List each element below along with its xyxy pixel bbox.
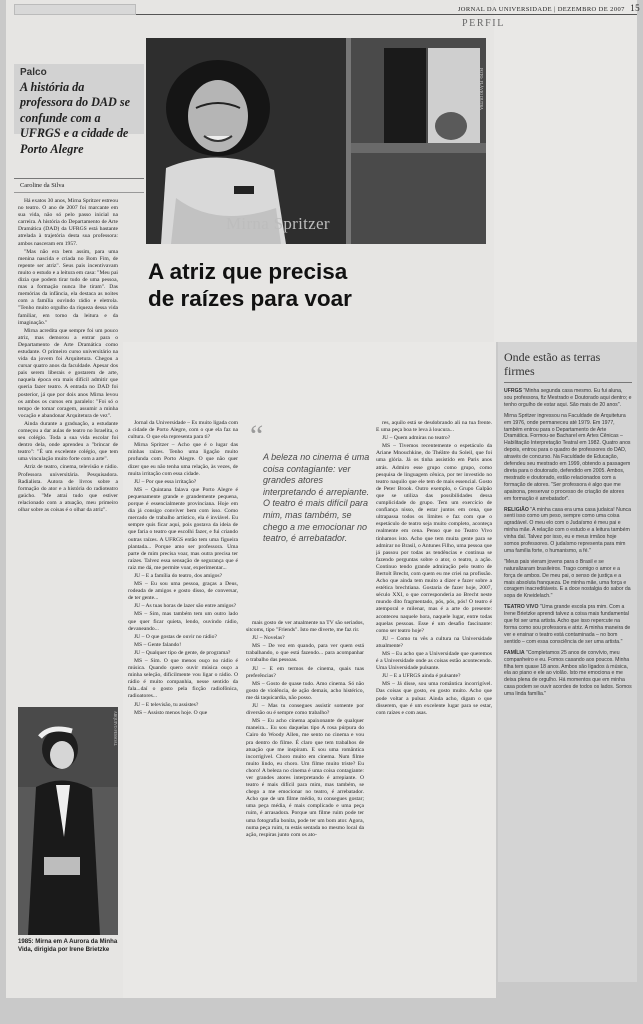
interview-paragraph: MS – Sim, mas também tem um outro lado que quer ficar quieta, lendo, ouvindo rádio, devaneando... (128, 611, 238, 632)
interview-paragraph: JU – O que gostas de ouvir no rádio? (134, 633, 217, 640)
portrait-photo (146, 38, 486, 244)
sidebar-text: "Uma grande escola pra mim. Com a Irene Brietzke aprendi talvez a coisa mais fundamental que foi ser uma artista. Acho que isso repercute na forma como sou professora e atriz. A minha maneira de ver e ensinar o teatro está contaminada – no bom sentido – com essa consciência de ser uma artista." (504, 604, 631, 645)
deck: A história da professora do DAD se confunde com a UFRGS e a cidade de Porto Alegre (20, 80, 131, 156)
interview-paragraph: res, aquilo está se desdobrando ali na tua frente. E uma peça boa te leva à loucura... (376, 420, 492, 434)
interview-column-1 (128, 420, 238, 988)
header-left-block (14, 4, 136, 15)
byline-rule-bottom (14, 192, 144, 193)
interview-paragraph: MS – Eu acho cinema apaixonante de qualquer maneira... Eu sou daquelas tipo A rosa púrpura do Cairo do Woody Allen, me sento no cinema e vou pra dentro do filme. É claro que tem trabalhos de atuação que me inspiram. E sou uma romântica incorrigível. Choro muito em cinema. Num filme muito lindo, eu choro. Um filme muito triste? Eu choro! A beleza no cinema é uma coisa contagiante: ver grandes atores interpretando é arrepiante. O teatro é mais difícil para mim, mas também, se chego a me emocionar no teatro, é arrebatador. Acho que de um filme médio, tu consegues gostar; uma peça média, é mais complicado e uma peça ruim, é arrasadora. Porque um filme ruim pode ter uma fotografia bonita, pode ter um bom ator. Agora, numa peça ruim, tu estás sentada no mesmo local da ação, respiras junto com os ato- (246, 718, 364, 838)
interview-paragraph: JU – E televisão, tu assistes? (134, 701, 199, 708)
intro-text (18, 198, 118, 693)
sidebar-body (504, 388, 632, 976)
stage-photo-credit: ARQUIVO PESSOAL (113, 711, 117, 746)
upper-right-sheet (494, 0, 637, 342)
intro-paragraph: "Mas não era bem assim, para uma menina nascida e criada no Bom Fim, de repente ser atriz". Seus pais incentivavam muito o estudo e a leitura em casa: "Meu pai dizia que podem tirar tudo de uma pessoa, mas a formação nunca lhe tiram". Das memórias da infância, ela destaca as noites com a família ouvindo rádio e eletrola. "Tenho muito orgulho da riqueza dessa vida familiar, em torno da leitura e da imaginação." (18, 248, 118, 326)
sidebar-rule (504, 382, 632, 383)
headline-line-2: de raízes para voar (148, 286, 352, 311)
interview-paragraph: MS – Sim. O que menos ouço no rádio é música. Quando quero ouvir música ouço a minha seleção, dificilmente vou ligar o rádio. O rádio é muito companhia, nesse sentido da fala...daí o gosto pela ficção radiofônica, radioatores... (128, 658, 238, 700)
interview-paragraph: MS – Eu sou uma pessoa, graças a Deus, rodeada de amigos e gosto disso, de conversar, de ter gente... (128, 581, 238, 602)
sidebar-text: "Meus pais vieram jovens para o Brasil e se naturalizaram brasileiros. Trago comigo o amor e a força de ambos. De meu pai, o senso de justiça e a mais absoluta franqueza. De minha mãe, uma força e coragem inacreditáveis. E a doce nostalgia do sabor da sopa de Kneidelach." (504, 558, 631, 600)
interview-paragraph: MS – Assisto menos hoje. O que (134, 709, 208, 716)
interview-paragraph: MS – Gosto de quase tudo. Amo cinema. Só não gosto de violência, de ação demais, acho histérico, me dá taquicardia, não posso. (246, 680, 364, 701)
headline-line-1: A atriz que precisa (148, 259, 348, 284)
interview-paragraph: JU – As tuas horas de lazer são entre amigos? (134, 603, 237, 610)
sidebar-label: FAMÍLIA (504, 649, 525, 656)
interview-paragraph: Mirna Spritzer – Acho que é o lugar das minhas raízes. Tenho uma ligação muito profunda com Porto Alegre. O que não quer dizer que eu não tenha uma relação, às vezes, de muita irritação com essa cidade. (128, 442, 238, 477)
sidebar-block (504, 604, 632, 645)
sidebar-label: RELIGIÃO (504, 506, 529, 513)
interview-paragraph: JU – E em termos de cinema, quais tuas preferências? (246, 665, 364, 679)
stage-photo-illustration (18, 707, 118, 935)
interview-paragraph: MS – Já disse, sou uma romântica incorrigível. Das coisas que gosto, eu gosto muito. Acho que pode voltar a pulsar. Ainda acho, digam o que disserem, que é um excelente lugar para se estar, com raízes e com asas. (376, 681, 492, 716)
sidebar-text: "A minha casa era uma casa judaica! Nunca senti isso como um peso, sempre como uma coisa agradável. O meu elo com o Judaísmo é meu pai e minha mãe. A relação com o estudo e a leitura também vinha daí. Talvez por isso, eu e meus irmãos hoje somos professores. O judaísmo representa para mim uma família forte, o humanismo, a fé." (504, 506, 631, 554)
byline: Caroline da Silva (20, 182, 65, 189)
intro-paragraph: Atriz de teatro, cinema, televisão e rádio. Professora universitária. Pesquisadora. Radialista. Autora de livros sobre a formação do ator e a história do radioteatro gaúcho. "Me atrai tudo que estiver relacionado com a atuação, meu primeiro olhar sobre as coisas é o olhar da atriz". (18, 464, 118, 514)
interview-paragraph: JU – Novelas? (252, 635, 285, 642)
sidebar-title: Onde estão as terras firmes (504, 350, 601, 378)
sidebar-label: UFRGS (504, 388, 522, 394)
interview-paragraph: JU – Qualquer tipo de gente, de programa? (134, 649, 231, 656)
interview-column-3 (376, 420, 492, 992)
sidebar-text: "Minha segunda casa mesmo. Eu fui aluna, sou professora, fiz Mestrado e Doutorado aqui dentro; e tenho orgulho de estar aqui. São mais de 20 anos". (504, 388, 632, 408)
headline (148, 258, 352, 312)
sidebar-label: TEATRO VIVO (504, 604, 539, 611)
sidebar-block (504, 559, 632, 600)
interview-column-2 (246, 620, 364, 992)
section-label: PERFIL (462, 18, 505, 29)
interview-paragraph: JU – Por que essa irritação? (134, 478, 197, 485)
sidebar-text: "Completamos 25 anos de convívio, meu companheiro e eu. Fomos casando aos poucos. Minha filha tem quase 18 anos. Ambos são ligados à música, ela ao piano e ele ao violão. Isto me emociona e me deixa plena de orgulho. Há momentos que em minha casa podem se ouvir acordes de todos os lados. Somos uma linda família." (504, 649, 632, 698)
interview-paragraph: JU – Quem admiras no teatro? (382, 435, 451, 442)
pull-quote-mark: “ (250, 419, 264, 452)
running-header (340, 3, 640, 13)
sidebar-block (504, 388, 632, 409)
interview-paragraph: JU – Como tu vês a cultura na Universidade atualmente? (376, 635, 492, 649)
photo-caption: 1985: Mirna em A Aurora da Minha Vida, dirigida por Irene Brietzke (18, 938, 118, 953)
interview-paragraph: JU – E a UFRGS ainda é pulsante? (382, 673, 461, 680)
photo-credit: FOTO: FLÁVIO DUTRA (479, 68, 484, 110)
sidebar-text: Mirna Spritzer ingressou na Faculdade de Arquitetura em 1976, onde permaneceu até 1979. Em 1977, também entrou para o Departamento de Arte Dramática. Formou-se Bacharel em Artes Cênicas – Habilitação Interpretação Teatral em 1982. Quatro anos depois, entrou para o quadro de professores do DAD, através de concurso. Na Faculdade de Educação, defendeu seu mestrado em 1999, obtendo a passagem direta para o doutorado, defendido em 2005. Ambos, mestrado e doutorado, estão relacionados com a formação de atores. "Ser professora é algo que me apaixona, preservar o processo de criação de atores em formação é arrebatador". (504, 412, 631, 502)
sidebar-block (504, 650, 632, 698)
interview-paragraph: MS – De vez em quando, para ver quem está trabalhando, o que está fazendo... para acompanhar o trabalho das pessoas. (246, 643, 364, 664)
byline-rule (14, 178, 144, 179)
sidebar-block (504, 507, 632, 555)
intro-paragraph: Mirna acredita que sempre foi um pouco atriz, mas demorou a entrar para o Departamento de Arte Dramática como estudante. O primeiro curso universitário na vida da jovem foi Arquitetura. Chegou a cursar quatro anos da faculdade. Apesar dos pais serem liberais e gostarem de arte, naquela época era mais difícil admitir que queria fazer teatro. A entrada no DAD foi posterior, já que por dois anos Mirna levou os ambos os cursos em paralelo: "Foi só o tempo de tomar coragem, assumir a minha vocação e abandonar Arquitetura de vez". (18, 327, 118, 419)
interview-paragraph: MS – Quintana falava que Porto Alegre é pequenamente grande e grandemente pequena, porque é essencialmente provinciana. Hoje em dia já consigo conviver bem com isso. Como mercado de trabalho artístico, ela é inviável. Eu sempre quis ficar aqui, pois gostava da ideia de que faria o teatro que escolhi fazer, e fui criando outras raízes. A UFRGS então tem uma figueira plantada... Porque amo ser professora. Uma parte de mim precisa voar, mas outra precisa ter raízes. Talvez essa sensação de segurança que é raiz me dá, me permite voar, experimentar... (128, 486, 238, 571)
interview-paragraph: JU – Mas tu consegues assistir somente por diversão ou é sempre como trabalho? (246, 703, 364, 717)
journal-name: JORNAL DA UNIVERSIDADE | DEZEMBRO DE 2007 (457, 6, 625, 13)
pull-quote: A beleza no cinema é uma coisa contagiante: ver grandes atores interpretando é arrepiante. O teatro é mais difícil para mim, mas também, se chego a me emocionar no teatro, é arrebatador. (263, 452, 370, 544)
interview-paragraph: mais gosto de ver atualmente na TV são seriados, sitcoms, tipo "Friends". Isto me diverte, me faz rir. (246, 620, 364, 634)
interview-paragraph: Jornal da Universidade – És muito ligada com a cidade de Porto Alegre, com o que ela faz na cultura. O que ela representa para ti? (128, 420, 238, 441)
stage-photo (18, 707, 118, 935)
interview-paragraph: MS – Eu acho que a Universidade que queremos é a Universidade onde as coisas estão acontecendo. Uma Universidade pulsante. (376, 651, 492, 672)
interview-paragraph: JU – E a família do teatro, dos amigos? (134, 572, 223, 579)
interview-paragraph: MS – Gente falando! (134, 641, 182, 648)
intro-paragraph: Há exatos 30 anos, Mirna Spritzer estreou no teatro. O ano de 2007 foi marcante em sua vida, não só pelo passo inicial na carreira. A história do Departamento de Arte Dramática (DAD) da UFRGS está bastante atrelada à trajetória desta sua professora: ambos nasceram em 1957. (18, 198, 118, 247)
kicker: Palco (20, 67, 47, 78)
intro-paragraph: Ainda durante a graduação, a estudante começou a dar aulas de teatro no Israelita, o seu colégio. Toda a sua vida escolar foi dentro dela, onde aprendeu a "brincar de teatro": "É um excelente colégio, que tem uma vinculação muito forte com a arte". (18, 420, 118, 463)
sidebar-block (504, 413, 632, 503)
interview-paragraph: MS – Tivemos recentemente o espetáculo da Ariane Mnouchkine, do Théâtre du Soleil, que foi uma glória. Já os tinha assistido em Paris anos atrás. Admiro esse grupo como grupo, como pesquisa de linguagem cênica, por ter investido no teatro naquilo que ele tem de mais essencial. Gosto de Peter Brook. Outro exemplo, o Grupo Galpão que se utiliza das possibilidades dessa cumplicidade do grupo. Tem um exercício de confiança nisso, de estar juntos em cena, que ultrapassa todos os limites e faz com que o espetáculo de teatro seja muito completo, aconteça realmente em cena. Penso que no Teatro Vivo tínhamos isto. Acho que tem muita gente para se admirar no Brasil, o Antunes Filho, uma pessoa que já passou por todas as tendências e continua se fazendo perguntas sobre o ator, o teatro, a ação. Continuo tendo grande admiração pelo teatro de Bertolt Brecht, com quem eu me criei na profissão. Acho que ainda tem muito a dizer e fazer sobre a estética brechtiana. Gostaria de fazer hoje, 2007, século XXI, o que corresponderia ao Brecht neste mundo dito fragmentado, pós, pós, pós! O teatro é atemporal e milenar, mas é a arte do presente: aconteceu naquele hora, naquele lugar, entre todas aquelas pessoas. Esse é um desafio fascinante: como ser teatro hoje? (376, 443, 492, 634)
photo-name: Mirna Spritzer (226, 214, 330, 233)
page-number: 15 (630, 3, 640, 13)
